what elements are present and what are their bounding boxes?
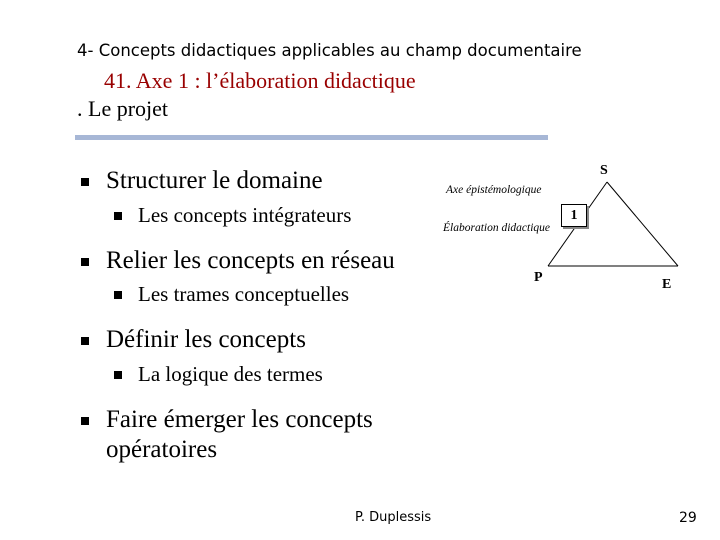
axis-number-box: 1 [561,204,587,227]
footer-author: P. Duplessis [355,510,432,525]
pedagogical-triangle-diagram [530,160,690,270]
title-divider [75,135,548,140]
bullet-icon [81,178,89,186]
bullet-item-label: Définir les concepts [106,326,306,353]
bullet-item-label: Relier les concepts en réseau [106,247,395,274]
vertex-e-label: E [662,277,672,292]
axis-epistemologique-label: Axe épistémologique [446,184,542,196]
sub-bullet-label: Les concepts intégrateurs [138,203,352,227]
elaboration-didactique-label: Élaboration didactique [443,222,551,234]
vertex-s-label: S [600,163,608,178]
sub-bullet-label: La logique des termes [138,362,323,386]
sub-bullet-label: Les trames conceptuelles [138,282,350,306]
bullet-icon [81,337,89,345]
sub-bullet-icon [114,212,122,220]
sub-bullet-icon [114,371,122,379]
bullet-item-label: Structurer le domaine [106,167,323,194]
page-number: 29 [679,510,697,526]
vertex-p-label: P [534,270,543,285]
bullet-icon [81,417,89,425]
super-title: 4- Concepts didactiques applicables au champ documentaire [77,41,582,60]
main-title: 41. Axe 1 : l’élaboration didactique [104,68,416,93]
subtitle: . Le projet [77,96,169,121]
triangle-edge-se [607,182,678,266]
sub-bullet-icon [114,291,122,299]
bullet-item-label-continued: opératoires [106,436,218,463]
bullet-item-label: Faire émerger les concepts [106,406,373,433]
bullet-icon [81,258,89,266]
